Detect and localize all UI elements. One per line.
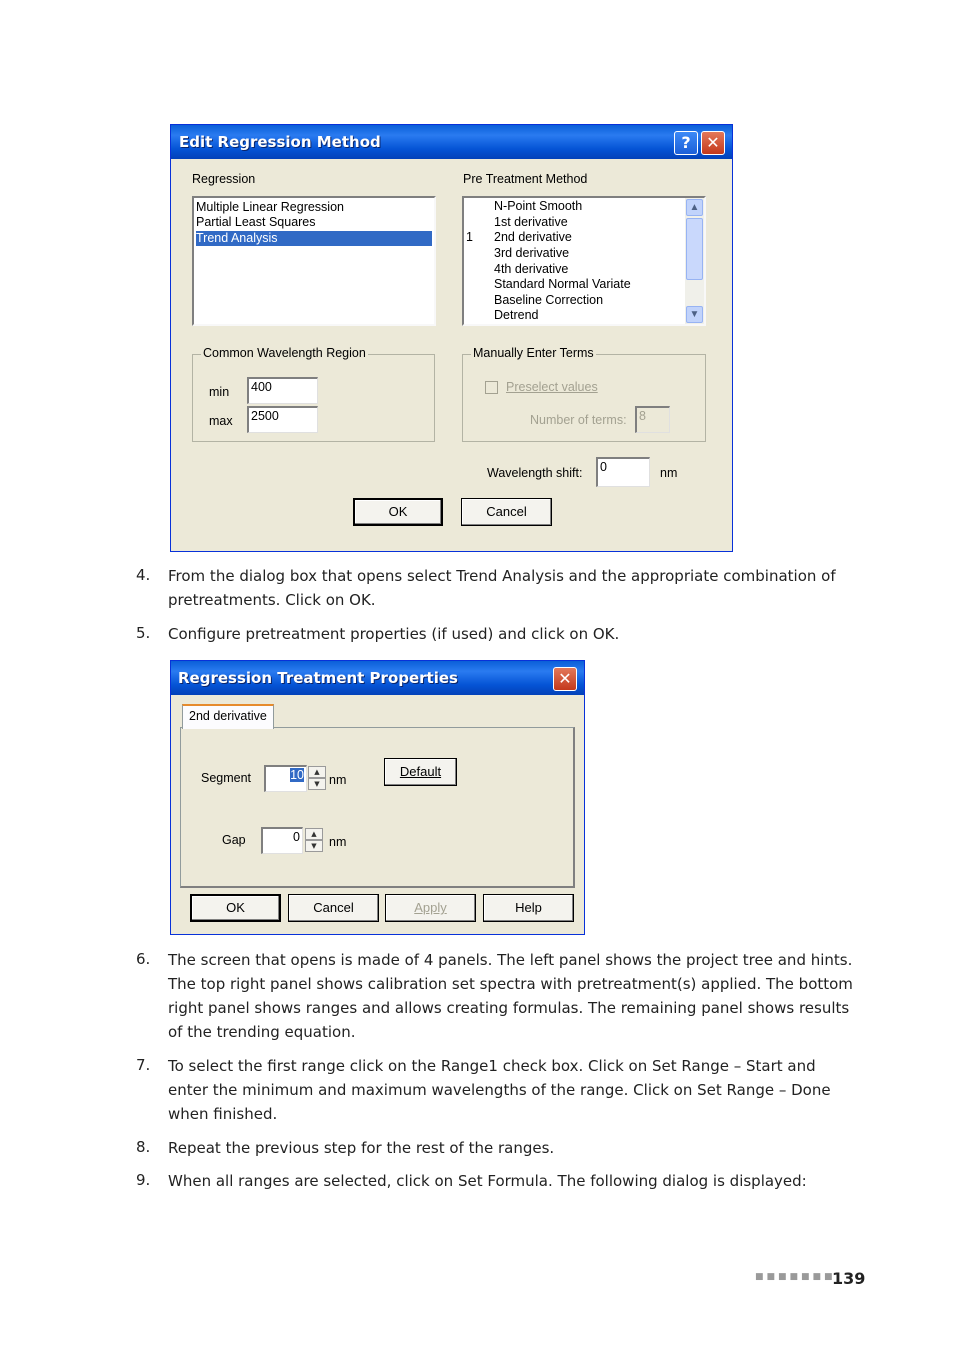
list-item[interactable] [466, 308, 686, 323]
min-input[interactable]: 400 [247, 377, 318, 404]
ok-button[interactable]: OK [190, 894, 281, 922]
wavelength-region-group [192, 346, 435, 442]
vertical-scrollbar[interactable] [685, 198, 704, 324]
list-item[interactable] [466, 246, 686, 261]
item-label: 1st derivative [494, 215, 568, 229]
step-text: When all ranges are selected, click on Set Formula. The following dialog is displayed: [168, 1172, 807, 1190]
list-item[interactable] [466, 199, 686, 214]
dialog-titlebar[interactable] [171, 661, 584, 695]
regression-treatment-properties-dialog [170, 660, 585, 935]
cancel-button[interactable]: Cancel [461, 498, 552, 526]
step-text: Repeat the previous step for the rest of the ranges. [168, 1139, 555, 1157]
tab-2nd-derivative[interactable]: 2nd derivative [182, 704, 274, 729]
manual-terms-group [462, 346, 706, 442]
step-text: From the dialog box that opens select Trend Analysis and the appropriate combination of pretreatments. Click on OK. [168, 567, 836, 609]
order-number: 1 [466, 230, 473, 244]
segment-unit: nm [329, 773, 347, 787]
scroll-down-icon[interactable]: ▼ [686, 306, 703, 323]
segment-spinner[interactable] [308, 766, 326, 791]
list-item[interactable] [466, 262, 686, 277]
item-label: N-Point Smooth [494, 199, 583, 213]
item-label: 4th derivative [494, 262, 569, 276]
footer-dots: ■■■■■■■ [755, 1272, 836, 1282]
step-number: 5. [136, 624, 151, 642]
default-button[interactable]: Default [384, 758, 457, 786]
max-input[interactable]: 2500 [247, 406, 318, 433]
spin-down-icon[interactable]: ▼ [308, 778, 326, 790]
list-item[interactable] [466, 230, 686, 245]
gap-unit: nm [329, 835, 347, 849]
close-icon[interactable]: ✕ [553, 667, 577, 691]
pretreatment-listbox[interactable] [462, 196, 706, 326]
preselect-checkbox[interactable] [485, 381, 498, 394]
spin-up-icon[interactable]: ▲ [308, 766, 326, 778]
scroll-thumb[interactable] [686, 218, 703, 280]
step-number: 4. [136, 566, 151, 584]
gap-label: Gap [222, 833, 246, 847]
item-label: Standard Normal Variate [494, 277, 631, 291]
tab-panel [180, 727, 575, 888]
item-label: Detrend [494, 308, 539, 322]
close-icon[interactable]: ✕ [701, 131, 725, 155]
apply-button[interactable]: Apply [385, 894, 476, 922]
step-number: 8. [136, 1138, 151, 1156]
step-number: 6. [136, 950, 151, 968]
group-title: Common Wavelength Region [203, 346, 366, 360]
list-item[interactable]: Partial Least Squares [196, 215, 316, 229]
wavelength-shift-label: Wavelength shift: [487, 466, 583, 480]
group-title: Manually Enter Terms [473, 346, 594, 360]
item-label: 2nd derivative [494, 230, 572, 244]
segment-label: Segment [201, 771, 252, 785]
ok-button[interactable]: OK [353, 498, 443, 526]
step-number: 7. [136, 1056, 151, 1074]
dialog-title: Edit Regression Method [179, 133, 381, 151]
dialog-titlebar[interactable] [171, 125, 732, 159]
help-button[interactable]: Help [483, 894, 574, 922]
step-number: 9. [136, 1171, 151, 1189]
item-label: 3rd derivative [494, 246, 570, 260]
wavelength-shift-unit: nm [660, 466, 678, 480]
max-label: max [209, 414, 233, 428]
scroll-up-icon[interactable]: ▲ [686, 199, 703, 216]
help-icon[interactable]: ? [674, 131, 698, 155]
list-item[interactable] [466, 277, 686, 292]
cancel-button[interactable]: Cancel [288, 894, 379, 922]
gap-spinner[interactable] [305, 828, 323, 853]
pretreatment-label: Pre Treatment Method [463, 172, 588, 186]
preselect-label: Preselect values [506, 380, 598, 394]
list-item[interactable]: Multiple Linear Regression [196, 200, 344, 214]
regression-label: Regression [192, 172, 256, 186]
list-item-selected[interactable]: Trend Analysis [196, 231, 432, 246]
list-item[interactable] [466, 215, 686, 230]
segment-input[interactable] [264, 765, 307, 792]
num-terms-input[interactable]: 8 [635, 406, 670, 433]
spin-up-icon[interactable]: ▲ [305, 828, 323, 840]
item-label: Baseline Correction [494, 293, 604, 307]
wavelength-shift-input[interactable]: 0 [596, 457, 650, 487]
min-label: min [209, 385, 230, 399]
edit-regression-method-dialog [170, 124, 733, 552]
page-number: 139 [832, 1269, 866, 1288]
spin-down-icon[interactable]: ▼ [305, 840, 323, 852]
dialog-title: Regression Treatment Properties [178, 669, 458, 687]
step-text: To select the first range click on the Range1 check box. Click on Set Range – Start and enter the minimum and maximum wavelengths of the range. Click on Set Range – Done when finished. [168, 1057, 831, 1123]
list-item[interactable] [466, 293, 686, 308]
regression-listbox[interactable] [192, 196, 436, 326]
step-text: Configure pretreatment properties (if used) and click on OK. [168, 625, 620, 643]
segment-value: 10 [290, 768, 304, 782]
num-terms-label: Number of terms: [530, 413, 627, 427]
step-text: The screen that opens is made of 4 panels. The left panel shows the project tree and hints. The top right panel shows calibration set spectra with pretreatment(s) applied. The bottom right panel shows ranges and allows creating formulas. The remaining panel shows results of the trending equation. [168, 951, 853, 1041]
gap-input[interactable]: 0 [261, 827, 303, 854]
